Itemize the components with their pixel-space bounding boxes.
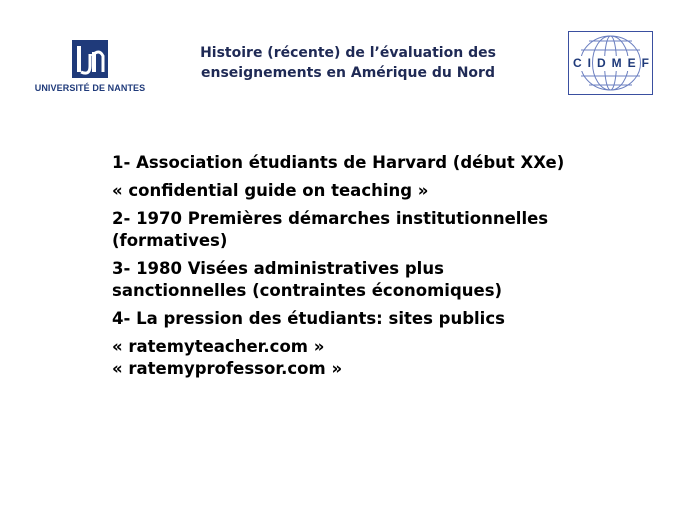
list-item-text: 2- 1970 Premières démarches institutionnelles [112,209,549,228]
cidmef-letter: F [641,56,649,70]
list-item-text: 4- La pression des étudiants: sites publics [112,309,505,328]
cidmef-letters [572,55,650,72]
list-item-link-text: « ratemyprofessor.com » [112,359,343,378]
list-item [112,336,592,380]
list-item [112,180,592,202]
university-emblem-icon [72,40,108,78]
list-item-link-text: « ratemyteacher.com » [112,337,325,356]
list-item [112,208,592,252]
list-item [112,308,592,330]
cidmef-letter: C [573,56,582,70]
cidmef-letter: I [587,56,591,70]
cidmef-letter: E [627,56,636,70]
list-item [112,258,592,302]
list-item-text: « confidential guide on teaching » [112,181,429,200]
content-list [112,152,592,380]
page-title-line-2: enseignements en Amérique du Nord [201,65,495,81]
list-item-text: (formatives) [112,231,228,250]
cidmef-letter: M [611,56,622,70]
page-title-line-1: Histoire (récente) de l’évaluation des [200,45,496,61]
list-item-text: 1- Association étudiants de Harvard (début XXe) [112,153,565,172]
cidmef-logo [568,31,653,95]
list-item-text: sanctionnelles (contraintes économiques) [112,281,503,300]
cidmef-letter: D [596,56,606,70]
university-logo [20,36,160,98]
page-title [168,43,528,83]
list-item-text: 3- 1980 Visées administratives plus [112,259,444,278]
list-item [112,152,592,174]
university-name: UNIVERSITÉ DE NANTES [34,83,146,93]
